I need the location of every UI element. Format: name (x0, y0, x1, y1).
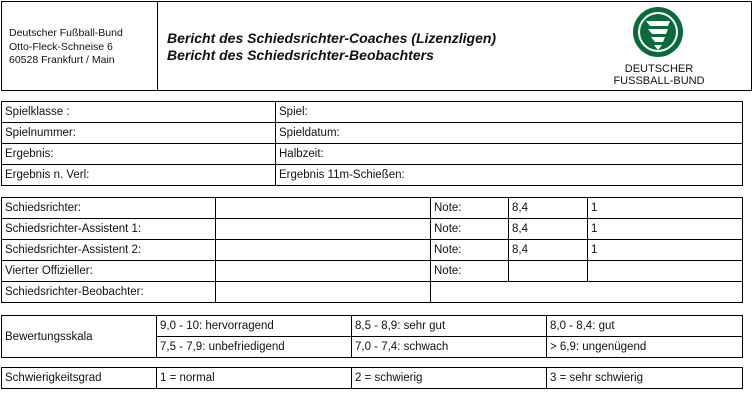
table-row (2, 368, 743, 389)
report-title-coach: Bericht des Schiedsrichter-Coaches (Lizenzligen) (167, 30, 497, 46)
note-value[interactable]: 8,4 (509, 198, 588, 219)
official-role: Schiedsrichter-Assistent 1: (2, 219, 216, 240)
table-row (2, 316, 743, 337)
scale-entry: 9,0 - 10: hervorragend (157, 316, 352, 337)
difficulty-option: 1 = normal (157, 368, 352, 389)
rating-scale-table (1, 315, 743, 358)
match-field-label[interactable]: Halbzeit: (276, 144, 743, 165)
address-line: Deutscher Fußball-Bund (9, 27, 123, 39)
difficulty-value[interactable]: 1 (588, 219, 743, 240)
match-field-label[interactable]: Spiel: (276, 102, 743, 123)
observer-notes-field[interactable] (431, 282, 743, 303)
table-row (2, 165, 743, 186)
difficulty-table (1, 367, 743, 389)
table-row (2, 123, 743, 144)
scale-entry: 7,5 - 7,9: unbefriedigend (157, 337, 352, 358)
official-role: Schiedsrichter: (2, 198, 216, 219)
note-value[interactable]: 8,4 (509, 240, 588, 261)
note-label: Note: (431, 198, 509, 219)
table-row (2, 261, 743, 282)
match-info-table (1, 101, 743, 186)
difficulty-value[interactable]: 1 (588, 198, 743, 219)
note-label: Note: (431, 240, 509, 261)
report-title-observer: Bericht des Schiedsrichter-Beobachters (167, 47, 434, 63)
dfb-logo-icon (632, 6, 684, 58)
note-label: Note: (431, 261, 509, 282)
address-line: Otto-Fleck-Schneise 6 (9, 40, 113, 53)
table-row (2, 198, 743, 219)
scale-entry: 8,5 - 8,9: sehr gut (352, 316, 547, 337)
note-label: Note: (431, 219, 509, 240)
note-value[interactable] (509, 261, 588, 282)
official-role: Vierter Offizieller: (2, 261, 216, 282)
match-field-label[interactable]: Ergebnis 11m-Schießen: (276, 165, 743, 186)
table-row (2, 282, 743, 303)
official-name-field[interactable] (216, 198, 431, 219)
logo-text (600, 63, 718, 87)
address-line: 60528 Frankfurt / Main (9, 54, 115, 66)
table-row (2, 240, 743, 261)
official-name-field[interactable] (216, 219, 431, 240)
table-row (2, 219, 743, 240)
note-value[interactable]: 8,4 (509, 219, 588, 240)
official-name-field[interactable] (216, 261, 431, 282)
official-name-field[interactable] (216, 282, 431, 303)
official-name-field[interactable] (216, 240, 431, 261)
scale-label: Bewertungsskala (2, 316, 157, 358)
difficulty-value[interactable] (588, 261, 743, 282)
report-titles (167, 30, 496, 64)
logo-text-line: DEUTSCHER (624, 63, 694, 75)
match-field-label[interactable]: Spielklasse : (2, 102, 276, 123)
match-field-label[interactable]: Spielnummer: (2, 123, 276, 144)
table-row (2, 102, 743, 123)
difficulty-option: 2 = schwierig (352, 368, 547, 389)
match-field-label[interactable]: Spieldatum: (276, 123, 743, 144)
official-role: Schiedsrichter-Assistent 2: (2, 240, 216, 261)
match-field-label[interactable]: Ergebnis: (2, 144, 276, 165)
logo-text-line: FUSSBALL-BUND (613, 75, 705, 87)
scale-entry: 8,0 - 8,4: gut (547, 316, 743, 337)
scale-entry: 7,0 - 7,4: schwach (352, 337, 547, 358)
scale-entry: > 6,9: ungenügend (547, 337, 743, 358)
difficulty-value[interactable]: 1 (588, 240, 743, 261)
address-block (9, 27, 123, 68)
header-divider (157, 1, 158, 91)
difficulty-label: Schwierigkeitsgrad (2, 368, 157, 389)
match-field-label[interactable]: Ergebnis n. Verl: (2, 165, 276, 186)
officials-table (1, 197, 743, 303)
difficulty-option: 3 = sehr schwierig (547, 368, 743, 389)
official-role: Schiedsrichter-Beobachter: (2, 282, 216, 303)
table-row (2, 144, 743, 165)
